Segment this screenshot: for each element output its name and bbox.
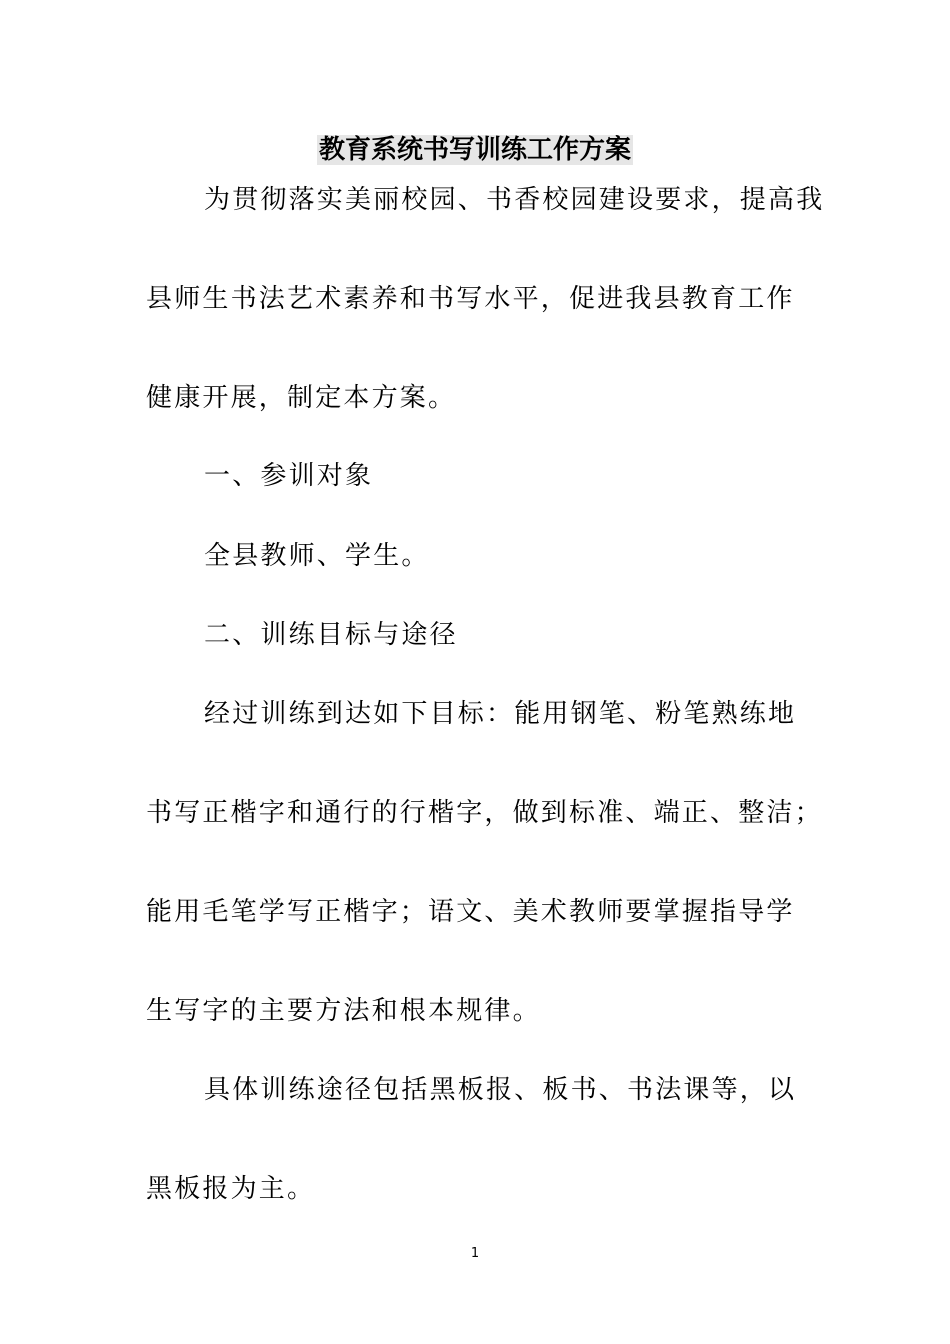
section-heading-goals: 二、训练目标与途径 <box>204 620 458 650</box>
paragraph-goals-line-2: 书写正楷字和通行的行楷字，做到标准、端正、整洁； <box>146 798 823 828</box>
document-title <box>0 130 950 170</box>
paragraph-goals-line-4: 生写字的主要方法和根本规律。 <box>146 996 541 1026</box>
section-heading-participants: 一、参训对象 <box>204 461 374 491</box>
paragraph-goals-line-3: 能用毛笔学写正楷字；语文、美术教师要掌握指导学 <box>146 897 795 927</box>
document-title-text: 教育系统书写训练工作方案 <box>318 135 631 165</box>
paragraph-methods-line-1: 具体训练途径包括黑板报、板书、书法课等，以 <box>204 1075 797 1105</box>
paragraph-participants: 全县教师、学生。 <box>204 541 430 571</box>
paragraph-intro-line-2: 县师生书法艺术素养和书写水平，促进我县教育工作 <box>146 284 795 314</box>
paragraph-goals-line-1: 经过训练到达如下目标：能用钢笔、粉笔熟练地 <box>204 699 797 729</box>
paragraph-intro-line-3: 健康开展，制定本方案。 <box>146 383 457 413</box>
page-number: 1 <box>470 1246 480 1261</box>
paragraph-methods-line-2: 黑板报为主。 <box>146 1174 316 1204</box>
paragraph-intro-line-1: 为贯彻落实美丽校园、书香校园建设要求，提高我 <box>204 185 825 215</box>
